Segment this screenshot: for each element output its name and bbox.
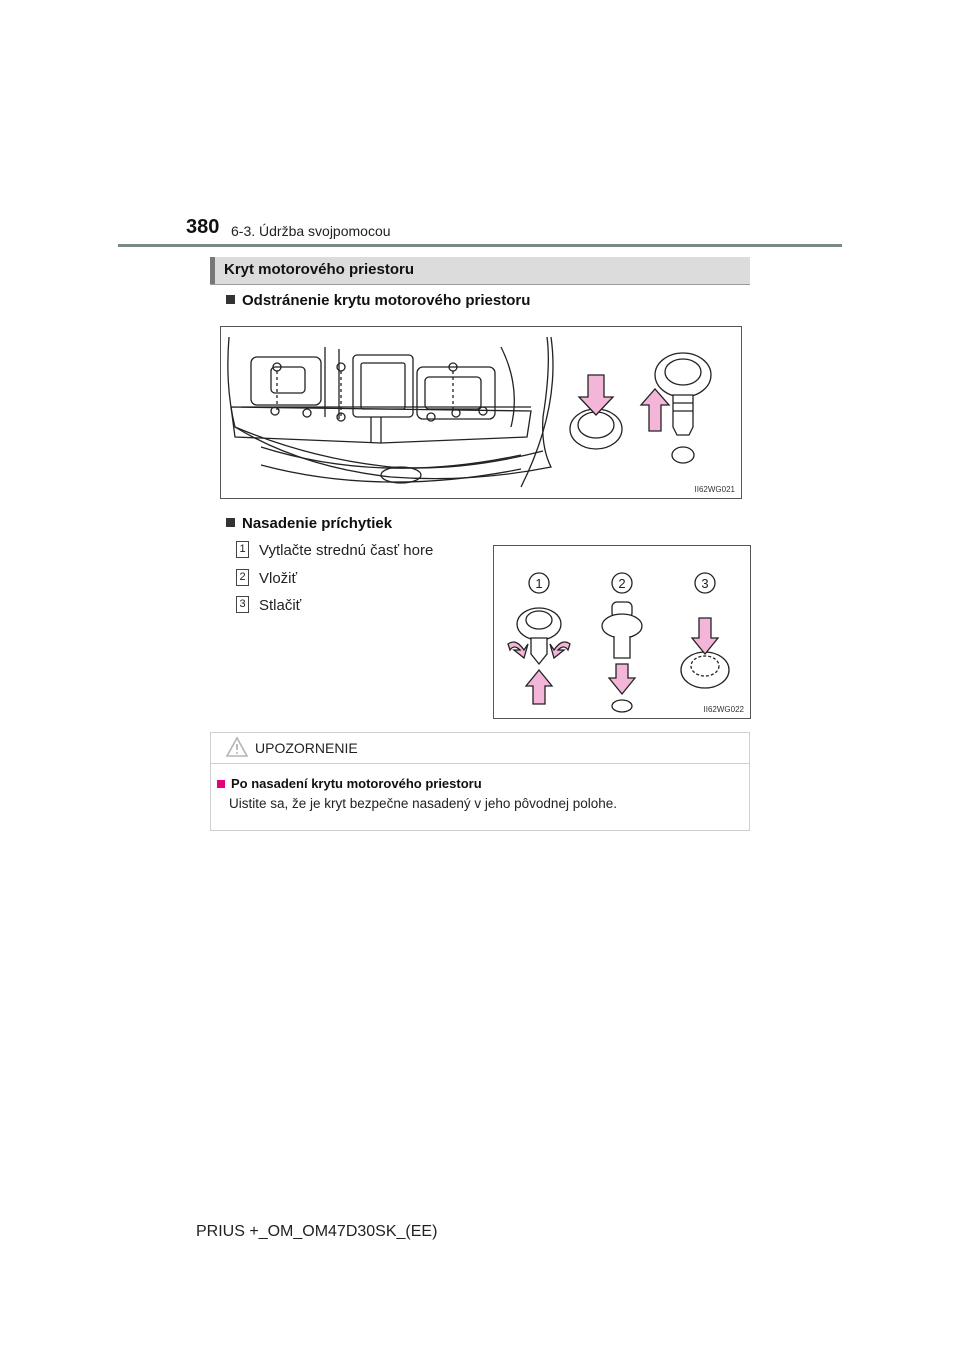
chapter-title: 6-3. Údržba svojpomocou (231, 223, 391, 239)
step-item (236, 542, 433, 560)
figure-code: II62WG021 (694, 485, 735, 494)
step-number-badge: 3 (236, 596, 249, 613)
removal-heading (226, 292, 530, 309)
step-text: Stlačiť (259, 597, 302, 614)
step-text: Vytlačte strednú časť hore (259, 542, 434, 559)
section-title-bar (210, 257, 750, 285)
warning-subheading (217, 776, 482, 791)
clip-steps-illustration (494, 546, 750, 718)
figure-label-3: 3 (701, 576, 709, 591)
section-bar-stripe (210, 257, 215, 284)
step-number-badge: 1 (236, 541, 249, 558)
removal-heading-text: Odstránenie krytu motorového priestoru (242, 292, 531, 309)
engine-cover-figure (220, 326, 742, 499)
section-title: Kryt motorového priestoru (224, 261, 415, 278)
bullet-square-icon (217, 780, 225, 788)
warning-text: Uistite sa, že je kryt bezpečne nasadený v jeho pôvodnej polohe. (229, 796, 617, 811)
step-number-badge: 2 (236, 569, 249, 586)
step-item (236, 597, 301, 615)
warning-box (210, 732, 750, 831)
figure-code: II62WG022 (703, 705, 744, 714)
warning-title: UPOZORNENIE (255, 740, 358, 756)
warning-header (211, 733, 749, 764)
step-item (236, 570, 297, 588)
installation-heading (226, 515, 392, 532)
header-rule (118, 244, 842, 247)
bullet-square-icon (226, 295, 235, 304)
page-number: 380 (186, 216, 220, 238)
engine-cover-illustration (221, 327, 741, 498)
document-id: PRIUS +_OM_OM47D30SK_(EE) (196, 1223, 438, 1240)
clip-installation-figure (493, 545, 751, 719)
step-text: Vložiť (259, 570, 298, 587)
figure-label-1: 1 (535, 576, 543, 591)
installation-heading-text: Nasadenie príchytiek (242, 515, 393, 532)
warning-subheading-text: Po nasadení krytu motorového priestoru (231, 776, 482, 791)
bullet-square-icon (226, 518, 235, 527)
warning-triangle-icon (225, 736, 249, 758)
figure-label-2: 2 (618, 576, 626, 591)
